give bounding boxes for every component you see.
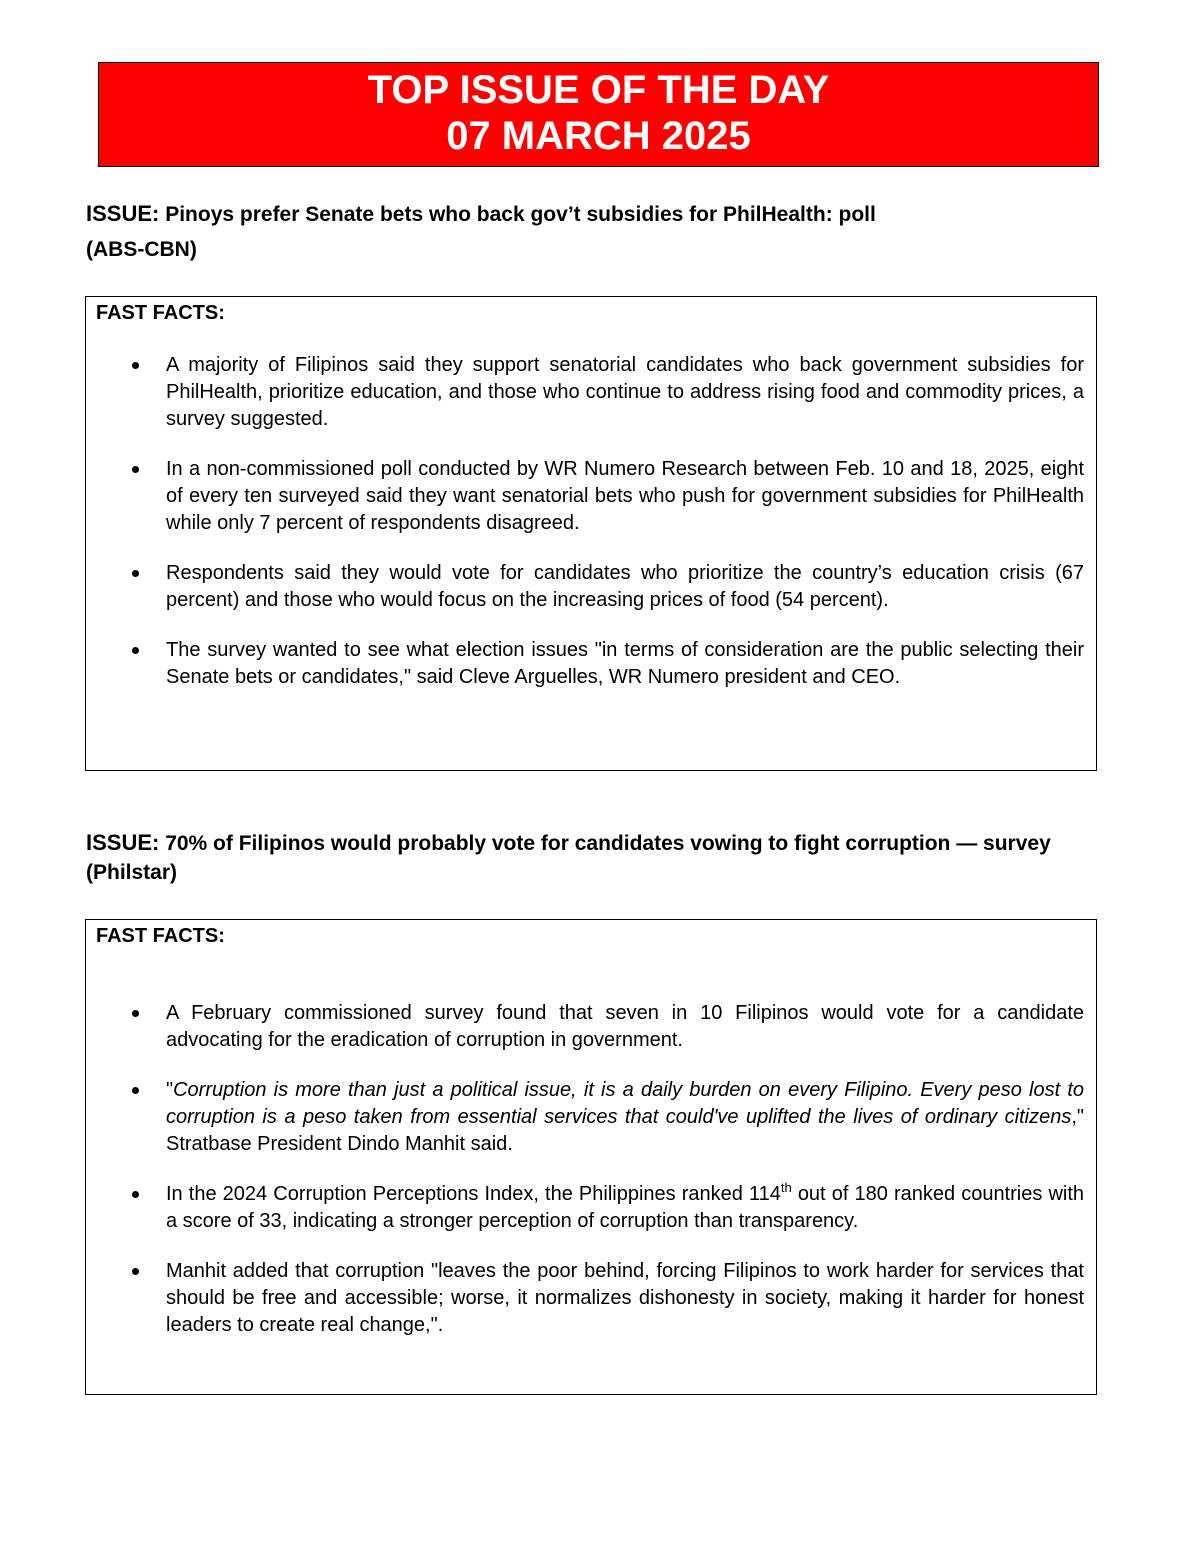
bullet-icon: [132, 466, 139, 473]
issue-label: ISSUE: [86, 830, 153, 855]
bullet-icon: [132, 1268, 139, 1275]
list-item: [86, 637, 1096, 691]
bullet-icon: [132, 362, 139, 369]
bullet-text: out of 180 ranked countries with a score of 33, indicating a stronger perception of corruption than transparency.: [166, 1183, 1085, 1232]
fast-facts-label: FAST FACTS:: [96, 925, 225, 947]
issue-2-heading: [86, 828, 1096, 887]
bullet-icon: [132, 570, 139, 577]
fast-facts-label: FAST FACTS:: [96, 302, 225, 324]
bullet-text: In a non-commissioned poll conducted by WR Numero Research between Feb. 10 and 18, 2025, eight of every ten surveyed said they want senatorial bets who push for government subsidies for PhilHealth while only 7 percent of respondents disagreed.: [166, 458, 1084, 534]
bullet-icon: [132, 1087, 139, 1094]
bullet-text: A majority of Filipinos said they support senatorial candidates who back government subsidies for PhilHealth, prioritize education, and those who continue to address rising food and commodity prices, a survey suggested.: [166, 354, 1084, 430]
bullet-text: Manhit added that corruption "leaves the poor behind, forcing Filipinos to work harder for services that should be free and accessible; worse, it normalizes dishonesty in society, making it harder for honest leaders to create real change,".: [166, 1260, 1084, 1336]
top-issue-banner: [98, 62, 1099, 167]
list-item: [86, 1258, 1096, 1339]
bullet-icon: [132, 1010, 139, 1017]
bullet-icon: [132, 1191, 139, 1198]
fast-facts-list: [86, 1000, 1096, 1362]
list-item: [86, 1181, 1096, 1235]
issue-source: (ABS-CBN): [86, 238, 197, 261]
bullet-quote-open: ": [166, 1079, 174, 1101]
issue-colon: :: [152, 201, 160, 226]
list-item: [86, 456, 1096, 537]
list-item: [86, 1077, 1096, 1158]
fast-facts-list: [86, 352, 1096, 714]
fast-facts-box-2: [85, 919, 1097, 1395]
bullet-text: ," Stratbase President Dindo Manhit said.: [166, 1106, 1084, 1155]
bullet-quote: Corruption is more than just a political issue, it is a daily burden on every Filipino. Every peso lost to corruption is a peso taken from essential services that could've uplifted the lives of ordinary citizens: [166, 1079, 1084, 1128]
bullet-text: In the 2024 Corruption Perceptions Index, the Philippines ranked 114: [166, 1183, 781, 1205]
list-item: [86, 1000, 1096, 1054]
bullet-superscript: th: [780, 1180, 792, 1195]
bullet-text: A February commissioned survey found that seven in 10 Filipinos would vote for a candidate advocating for the eradication of corruption in government.: [166, 1002, 1084, 1051]
issue-headline: Pinoys prefer Senate bets who back gov’t subsidies for PhilHealth: poll: [159, 203, 876, 226]
banner-title: TOP ISSUE OF THE DAY: [367, 68, 830, 112]
fast-facts-box-1: [85, 296, 1097, 771]
bullet-icon: [132, 647, 139, 654]
bullet-text: The survey wanted to see what election issues "in terms of consideration are the public selecting their Senate bets or candidates," said Cleve Arguelles, WR Numero president and CEO.: [166, 639, 1084, 688]
bullet-text: Respondents said they would vote for candidates who prioritize the country’s education crisis (67 percent) and those who would focus on the increasing prices of food (54 percent).: [166, 562, 1084, 611]
issue-colon: :: [152, 830, 160, 855]
issue-1-heading: [86, 196, 1096, 267]
issue-label: ISSUE: [86, 201, 153, 226]
list-item: [86, 560, 1096, 614]
list-item: [86, 352, 1096, 433]
issue-headline: 70% of Filipinos would probably vote for candidates vowing to fight corruption — survey (Philstar): [86, 832, 1051, 884]
banner-date: 07 MARCH 2025: [446, 114, 751, 158]
